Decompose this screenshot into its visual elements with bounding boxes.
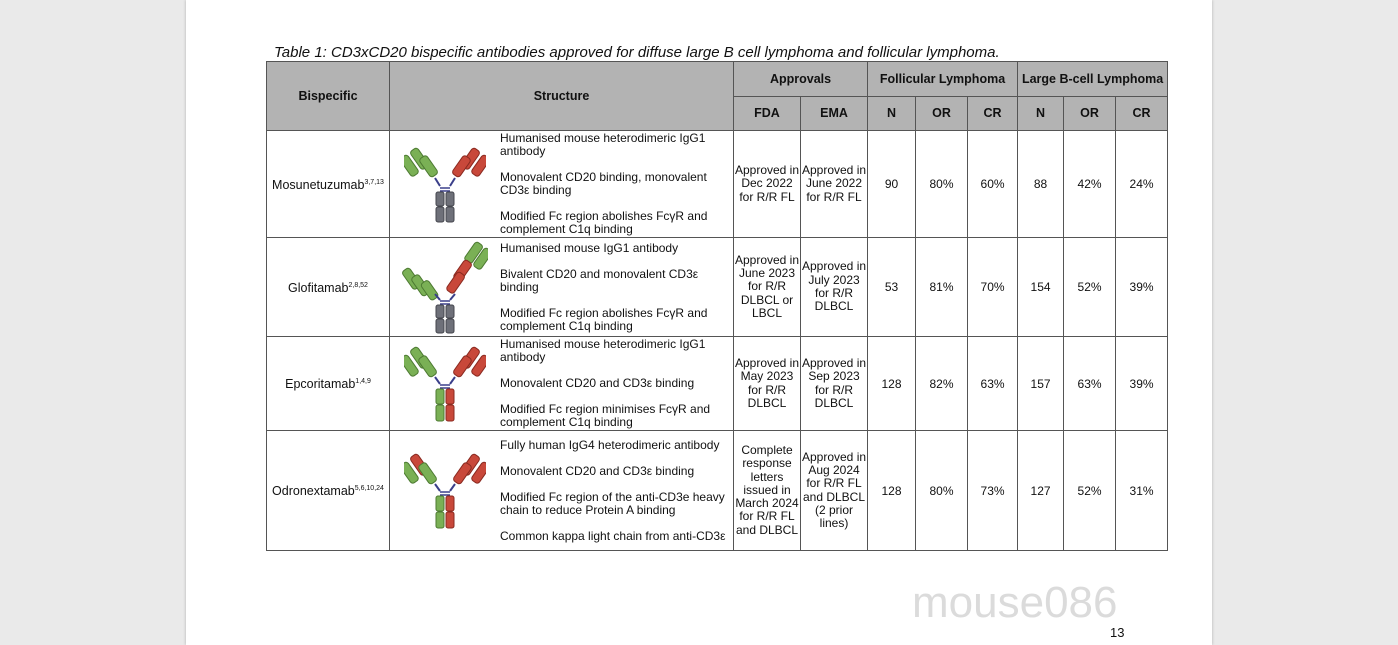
table-row bbox=[267, 337, 1168, 431]
fda-approval: Approved in Dec 2022 for R/R FL bbox=[734, 131, 801, 238]
header-approvals: Approvals bbox=[734, 62, 868, 97]
fl-or: 82% bbox=[916, 337, 968, 431]
fl-n: 128 bbox=[868, 431, 916, 551]
lbcl-cr: 24% bbox=[1116, 131, 1168, 238]
fl-or: 80% bbox=[916, 431, 968, 551]
lbcl-n: 88 bbox=[1018, 131, 1064, 238]
ema-approval: Approved in July 2023 for R/R DLBCL bbox=[801, 238, 868, 337]
structure-description: Humanised mouse heterodimeric IgG1 antibody Monovalent CD20 and CD3ε binding Modified Fc region minimises FcγR and complement C1q binding bbox=[500, 337, 711, 429]
structure-cell bbox=[390, 431, 734, 551]
fl-or: 81% bbox=[916, 238, 968, 337]
lbcl-n: 157 bbox=[1018, 337, 1064, 431]
page-number: 13 bbox=[1110, 625, 1125, 640]
structure-cell bbox=[390, 337, 734, 431]
table-row bbox=[267, 131, 1168, 238]
header-large-b-cell-lymphoma: Large B-cell Lymphoma bbox=[1018, 62, 1168, 97]
header-lbcl-cr: CR bbox=[1116, 97, 1168, 131]
fl-n: 53 bbox=[868, 238, 916, 337]
structure-description: Humanised mouse heterodimeric IgG1 antibody Monovalent CD20 binding, monovalent CD3ε binding Modified Fc region abolishes FcγR and complement C1q binding bbox=[500, 131, 708, 236]
antibody-diagram-odronextamab bbox=[390, 452, 500, 530]
fl-cr: 63% bbox=[968, 337, 1018, 431]
fl-cr: 73% bbox=[968, 431, 1018, 551]
fda-approval: Approved in May 2023 for R/R DLBCL bbox=[734, 337, 801, 431]
fl-or: 80% bbox=[916, 131, 968, 238]
watermark: mouse086 bbox=[912, 578, 1118, 627]
lbcl-n: 127 bbox=[1018, 431, 1064, 551]
fl-n: 90 bbox=[868, 131, 916, 238]
fl-n: 128 bbox=[868, 337, 916, 431]
lbcl-n: 154 bbox=[1018, 238, 1064, 337]
antibody-name: Glofitamab$^{2,8,52}$ bbox=[267, 238, 390, 337]
header-fl-cr: CR bbox=[968, 97, 1018, 131]
lbcl-cr: 31% bbox=[1116, 431, 1168, 551]
header-fda: FDA bbox=[734, 97, 801, 131]
header-ema: EMA bbox=[801, 97, 868, 131]
lbcl-or: 52% bbox=[1064, 238, 1116, 337]
lbcl-or: 52% bbox=[1064, 431, 1116, 551]
header-lbcl-or: OR bbox=[1064, 97, 1116, 131]
antibody-diagram-glofitamab bbox=[390, 240, 500, 334]
fl-cr: 70% bbox=[968, 238, 1018, 337]
header-bispecific: Bispecific bbox=[267, 62, 390, 131]
ema-approval: Approved in June 2022 for R/R FL bbox=[801, 131, 868, 238]
antibody-diagram-epcoritamab bbox=[390, 345, 500, 423]
antibody-table bbox=[266, 61, 1168, 551]
antibody-name: Odronextamab$^{5,6,10,24}$ bbox=[267, 431, 390, 551]
fda-approval: Complete response letters issued in March 2024 for R/R FL and DLBCL bbox=[734, 431, 801, 551]
structure-description: Humanised mouse IgG1 antibody Bivalent CD20 and monovalent CD3ε binding Modified Fc region abolishes FcγR and complement C1q binding bbox=[500, 240, 708, 333]
table-row bbox=[267, 238, 1168, 337]
fl-cr: 60% bbox=[968, 131, 1018, 238]
lbcl-or: 63% bbox=[1064, 337, 1116, 431]
structure-description: Fully human IgG4 heterodimeric antibody Monovalent CD20 and CD3ε binding Modified Fc region of the anti-CD3e heavy chain to reduce Protein A binding Common kappa light chain from anti-CD3ε bbox=[500, 437, 726, 543]
structure-cell bbox=[390, 131, 734, 238]
lbcl-cr: 39% bbox=[1116, 238, 1168, 337]
header-fl-n: N bbox=[868, 97, 916, 131]
header-lbcl-n: N bbox=[1018, 97, 1064, 131]
lbcl-or: 42% bbox=[1064, 131, 1116, 238]
table-caption: Table 1: CD3xCD20 bispecific antibodies approved for diffuse large B cell lymphoma and follicular lymphoma. bbox=[274, 44, 1000, 61]
lbcl-cr: 39% bbox=[1116, 337, 1168, 431]
header-fl-or: OR bbox=[916, 97, 968, 131]
fda-approval: Approved in June 2023 for R/R DLBCL or LBCL bbox=[734, 238, 801, 337]
table-row bbox=[267, 431, 1168, 551]
antibody-name: Epcoritamab$^{1,4,9}$ bbox=[267, 337, 390, 431]
antibody-name: Mosunetuzumab$^{3,7,13}$ bbox=[267, 131, 390, 238]
ema-approval: Approved in Sep 2023 for R/R DLBCL bbox=[801, 337, 868, 431]
header-structure: Structure bbox=[390, 62, 734, 131]
antibody-diagram-mosunetuzumab bbox=[390, 144, 500, 224]
structure-cell bbox=[390, 238, 734, 337]
ema-approval: Approved in Aug 2024 for R/R FL and DLBCL (2 prior lines) bbox=[801, 431, 868, 551]
header-follicular-lymphoma: Follicular Lymphoma bbox=[868, 62, 1018, 97]
